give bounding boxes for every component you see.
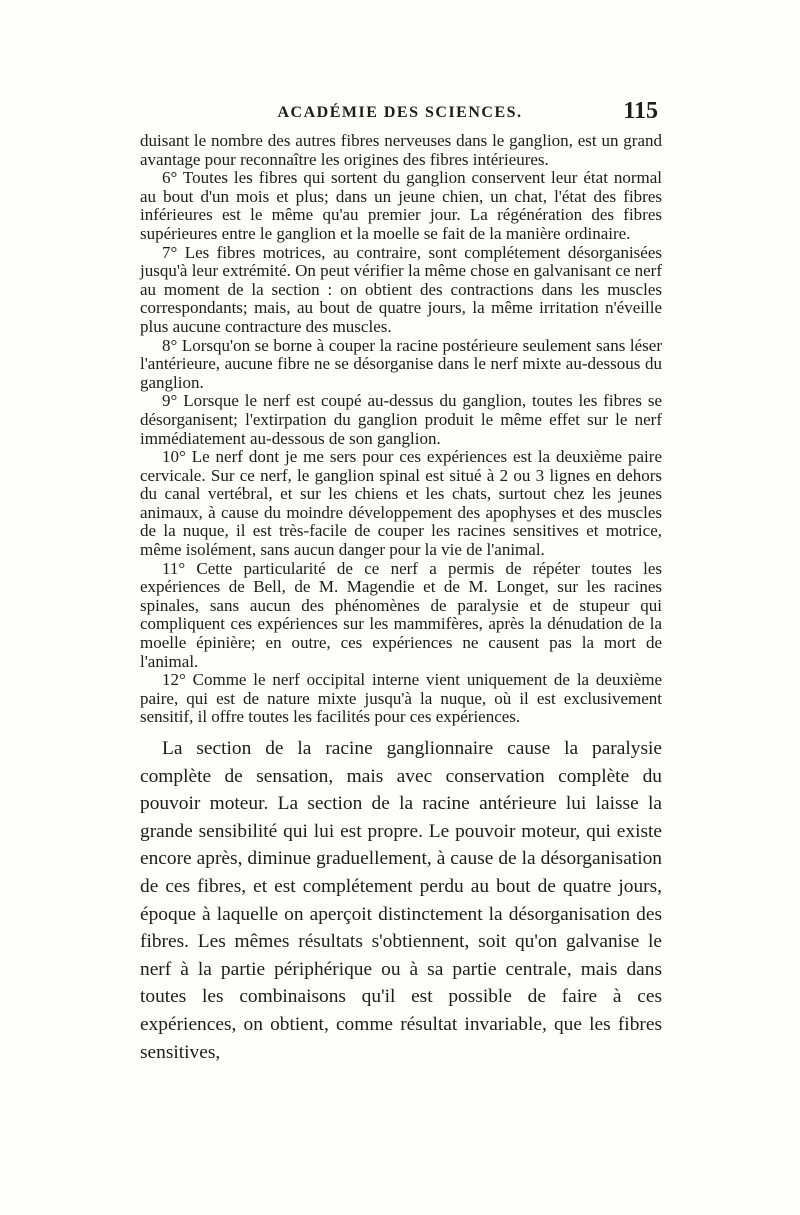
page-header [140, 98, 660, 128]
page-body [140, 132, 662, 1066]
paragraph-item-10: 10° Le nerf dont je me sers pour ces expériences est la deuxième paire cervicale. Sur ce nerf, le ganglion spinal est situé à 2 ou 3 lignes en dehors du canal vertébral, et sur les chiens et les chats, surtout chez les jeunes animaux, à cause du moindre développement des apophyses et des muscles de la nuque, il est très-facile de couper les racines sensitives et motrice, même isolément, sans aucun danger pour la vie de l'animal. [140, 447, 662, 560]
paragraph-item-11: 11° Cette particularité de ce nerf a permis de répéter toutes les expériences de Bell, de M. Magendie et de M. Longet, sur les racines spinales, sans aucun des phénomènes de paralysie et de stupeur qui compliquent ces expériences sur les mammifères, après la dénudation de la moelle épinière; en outre, ces expériences ne causent pas la mort de l'animal. [140, 558, 662, 671]
paragraph-main: La section de la racine ganglionnaire cause la paralysie complète de sensation, mais avec conservation complète du pouvoir moteur. La section de la racine antérieure lui laisse la grande sensibilité qui lui est propre. Le pouvoir moteur, qui existe encore après, diminue graduellement, à cause de la désorganisation de ces fibres, et est complétement perdu au bout de quatre jours, époque à laquelle on aperçoit distinctement la désorganisation des fibres. Les mêmes résultats s'obtiennent, soit qu'on galvanise le nerf à la partie périphérique ou à sa partie centrale, mais dans toutes les combinaisons qu'il est possible de faire à ces expériences, on obtient, comme résultat invariable, que les fibres sensitives, [140, 738, 662, 1063]
page-number: 115 [623, 98, 658, 124]
paragraph-continuation: duisant le nombre des autres fibres nerveuses dans le ganglion, est un grand avantage pour reconnaître les origines des fibres intérieures. [140, 131, 662, 169]
paragraph-item-9: 9° Lorsque le nerf est coupé au-dessus du ganglion, toutes les fibres se désorganisent; l'extirpation du ganglion produit le même effet sur le nerf immédiatement au-dessous de son ganglion. [140, 391, 662, 448]
main-text-section [140, 735, 662, 1066]
numbered-findings-section [140, 132, 662, 727]
paragraph-item-6: 6° Toutes les fibres qui sortent du ganglion conservent leur état normal au bout d'un mois et plus; dans un jeune chien, un chat, l'état des fibres inférieures est le même qu'au premier jour. La régénération des fibres supérieures entre le ganglion et la moelle se fait de la manière ordinaire. [140, 168, 662, 243]
paragraph-item-7: 7° Les fibres motrices, au contraire, sont complétement désorganisées jusqu'à leur extrémité. On peut vérifier la même chose en galvanisant ce nerf au moment de la section : on obtient des contractions dans les muscles correspondants; mais, au bout de quatre jours, la même irritation n'éveille plus aucune contracture des muscles. [140, 242, 662, 336]
paragraph-item-12: 12° Comme le nerf occipital interne vient uniquement de la deuxième paire, qui est de nature mixte jusqu'à la nuque, où il est exclusivement sensitif, il offre toutes les facilités pour ces expériences. [140, 670, 662, 727]
running-title: ACADÉMIE DES SCIENCES. [277, 104, 523, 121]
paragraph-item-8: 8° Lorsqu'on se borne à couper la racine postérieure seulement sans léser l'antérieure, aucune fibre ne se désorganise dans le nerf mixte au-dessous du ganglion. [140, 335, 662, 392]
